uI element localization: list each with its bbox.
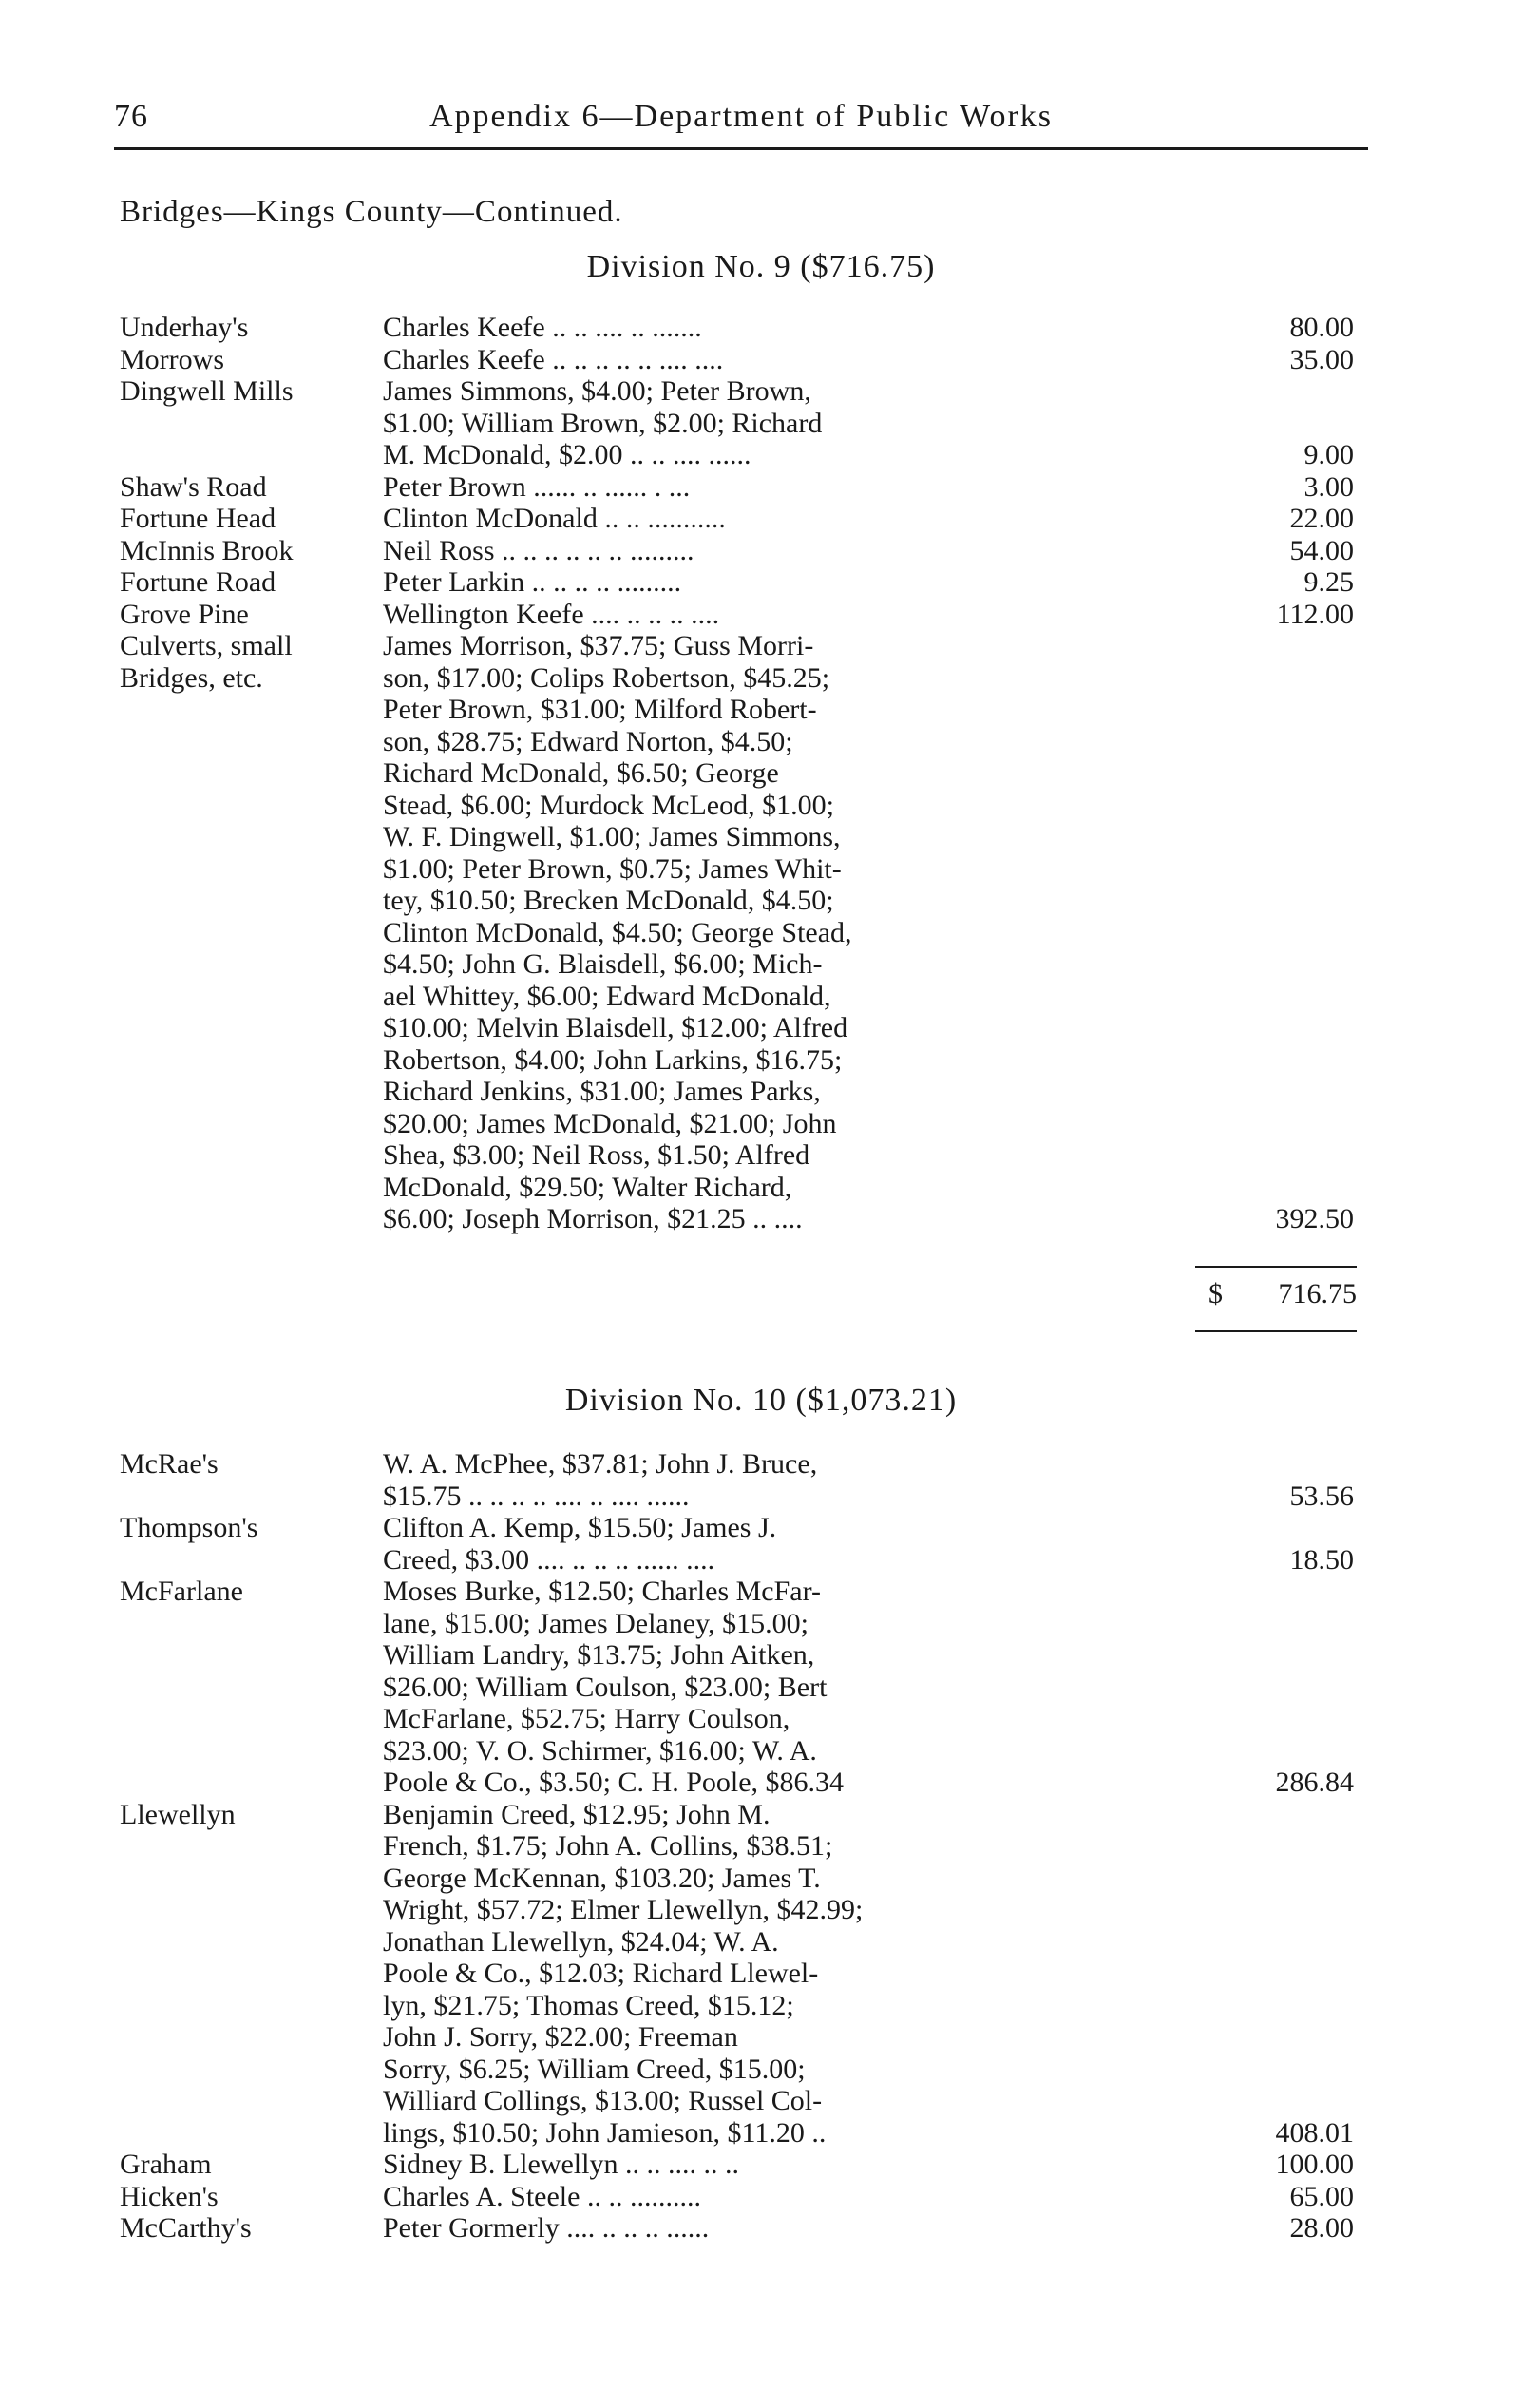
table-row xyxy=(0,344,1522,376)
payee-line: Sidney B. Llewellyn .. .. .... .. .. xyxy=(383,2149,739,2180)
table-row xyxy=(0,2149,1522,2181)
payee-line: Peter Brown, $31.00; Milford Robert- xyxy=(383,694,817,725)
amount: 112.00 xyxy=(1276,598,1354,630)
amount: 65.00 xyxy=(1289,2180,1354,2212)
division-9-total-symbol: $ xyxy=(1208,1278,1223,1309)
table-row xyxy=(0,630,1522,1235)
payee-line: lings, $10.50; John Jamieson, $11.20 .. xyxy=(383,2116,827,2149)
payee-line: Stead, $6.00; Murdock McLeod, $1.00; xyxy=(383,789,834,821)
payee-line: $1.00; Peter Brown, $0.75; James Whit- xyxy=(383,852,842,885)
bridge-location: McInnis Brook xyxy=(120,534,294,566)
table-row xyxy=(0,2212,1522,2245)
payee-line: $1.00; William Brown, $2.00; Richard xyxy=(383,407,823,439)
table-row xyxy=(0,503,1522,535)
payee-list xyxy=(383,344,1015,376)
payee-line: James Morrison, $37.75; Guss Morri- xyxy=(383,630,814,661)
payee-line: Jonathan Llewellyn, $24.04; W. A. xyxy=(383,1925,779,1958)
payee-line: Charles A. Steele .. .. .......... xyxy=(383,2180,701,2212)
payee-list xyxy=(383,2181,1015,2213)
payee-line: Robertson, $4.00; John Larkins, $16.75; xyxy=(383,1043,843,1076)
amount: 3.00 xyxy=(1303,470,1354,503)
payee-list xyxy=(383,471,1015,504)
continued-heading: Bridges—Kings County—Continued. xyxy=(120,195,623,229)
payee-line: $20.00; James McDonald, $21.00; John xyxy=(383,1107,837,1139)
bridge-location: Fortune Head xyxy=(120,503,276,534)
amount: 9.00 xyxy=(1303,439,1354,470)
payee-line: Sorry, $6.25; William Creed, $15.00; xyxy=(383,2053,806,2085)
payee-line: Peter Gormerly .... .. .. .. ...... xyxy=(383,2212,710,2244)
bridge-location: Shaw's Road xyxy=(120,470,267,503)
payee-list xyxy=(383,630,1015,1235)
payee-line: Clifton A. Kemp, $15.50; James J. xyxy=(383,1512,777,1543)
bridge-location: Llewellyn xyxy=(120,1798,236,1830)
table-row xyxy=(0,1576,1522,1799)
payee-line: Poole & Co., $3.50; C. H. Poole, $86.34 xyxy=(383,1767,845,1798)
amount: 22.00 xyxy=(1289,503,1354,534)
payee-list xyxy=(383,312,1015,344)
payee-line: Wellington Keefe .... .. .. .. .... xyxy=(383,598,720,630)
table-row xyxy=(0,535,1522,567)
payee-list xyxy=(383,1576,1015,1799)
table-row xyxy=(0,375,1522,471)
division-9-heading: Division No. 9 ($716.75) xyxy=(586,249,936,284)
table-row xyxy=(0,2181,1522,2213)
payee-line: Neil Ross .. .. .. .. .. .. ......... xyxy=(383,534,694,566)
payee-list xyxy=(383,375,1015,471)
payee-line: Charles Keefe .. .. .. .. .. .... .... xyxy=(383,343,724,375)
payee-line: McFarlane, $52.75; Harry Coulson, xyxy=(383,1703,790,1734)
table-row xyxy=(0,1799,1522,2150)
payee-line: son, $28.75; Edward Norton, $4.50; xyxy=(383,725,793,757)
table-row xyxy=(0,1448,1522,1512)
payee-list xyxy=(383,566,1015,599)
payee-line: Shea, $3.00; Neil Ross, $1.50; Alfred xyxy=(383,1139,810,1171)
payee-line: Peter Brown ...... .. ...... . ... xyxy=(383,470,691,503)
payee-list xyxy=(383,599,1015,631)
payee-line: William Landry, $13.75; John Aitken, xyxy=(383,1639,815,1671)
payee-line: Clinton McDonald .. .. ........... xyxy=(383,503,726,534)
page-number: 76 xyxy=(114,99,148,134)
payee-line: Charles Keefe .. .. .... .. ....... xyxy=(383,312,702,343)
bridge-location: Graham xyxy=(120,2149,212,2180)
bridge-location: McRae's xyxy=(120,1448,219,1480)
payee-list xyxy=(383,1512,1015,1576)
payee-line: Poole & Co., $12.03; Richard Llewel- xyxy=(383,1958,819,1989)
payee-line: George McKennan, $103.20; James T. xyxy=(383,1862,821,1894)
page-header xyxy=(114,99,1368,146)
bridge-location: Underhay's xyxy=(120,312,249,343)
payee-line: tey, $10.50; Brecken McDonald, $4.50; xyxy=(383,885,834,916)
table-row xyxy=(0,471,1522,504)
amount: 18.50 xyxy=(1289,1543,1354,1576)
payee-line: Richard McDonald, $6.50; George xyxy=(383,757,779,789)
amount: 54.00 xyxy=(1289,534,1354,566)
bridge-location: McFarlane xyxy=(120,1576,243,1607)
payee-line: W. F. Dingwell, $1.00; James Simmons, xyxy=(383,821,841,852)
division-9-sum-rule xyxy=(1195,1266,1357,1268)
payee-line: W. A. McPhee, $37.81; John J. Bruce, xyxy=(383,1448,818,1480)
page-title: Appendix 6—Department of Public Works xyxy=(428,99,1054,134)
amount: 35.00 xyxy=(1289,343,1354,375)
amount: 53.56 xyxy=(1289,1480,1354,1512)
payee-line: $4.50; John G. Blaisdell, $6.00; Mich- xyxy=(383,948,823,980)
payee-line: $26.00; William Coulson, $23.00; Bert xyxy=(383,1671,828,1703)
amount: 28.00 xyxy=(1289,2212,1354,2244)
payee-list xyxy=(383,1799,1015,2150)
bridge-location: McCarthy's xyxy=(120,2212,252,2244)
bridge-location: Dingwell Mills xyxy=(120,375,294,407)
bridge-location: Thompson's xyxy=(120,1512,258,1543)
amount: 80.00 xyxy=(1289,312,1354,343)
payee-line: Benjamin Creed, $12.95; John M. xyxy=(383,1798,771,1830)
payee-line: $6.00; Joseph Morrison, $21.25 .. .... xyxy=(383,1203,803,1234)
header-rule xyxy=(114,147,1368,150)
payee-list xyxy=(383,535,1015,567)
payee-line: $23.00; V. O. Schirmer, $16.00; W. A. xyxy=(383,1734,817,1767)
bridge-location: Morrows xyxy=(120,343,224,375)
payee-line: $10.00; Melvin Blaisdell, $12.00; Alfred xyxy=(383,1012,848,1043)
payee-line: lane, $15.00; James Delaney, $15.00; xyxy=(383,1607,809,1639)
payee-line: Peter Larkin .. .. .. .. ......... xyxy=(383,566,682,598)
payee-list xyxy=(383,2212,1015,2245)
payee-line: M. McDonald, $2.00 .. .. .... ...... xyxy=(383,439,751,470)
table-row xyxy=(0,312,1522,344)
payee-line: Clinton McDonald, $4.50; George Stead, xyxy=(383,916,852,948)
payee-line: James Simmons, $4.00; Peter Brown, xyxy=(383,375,811,407)
table-row xyxy=(0,1512,1522,1576)
payee-line: Creed, $3.00 .... .. .. .. ...... .... xyxy=(383,1543,715,1576)
table-row xyxy=(0,566,1522,599)
amount: 9.25 xyxy=(1303,566,1354,598)
payee-line: lyn, $21.75; Thomas Creed, $15.12; xyxy=(383,1989,794,2021)
payee-line: John J. Sorry, $22.00; Freeman xyxy=(383,2021,738,2053)
bridge-location: Hicken's xyxy=(120,2180,219,2212)
amount: 392.50 xyxy=(1275,1203,1354,1234)
payee-line: McDonald, $29.50; Walter Richard, xyxy=(383,1171,792,1203)
amount: 100.00 xyxy=(1275,2149,1354,2180)
payee-line: Richard Jenkins, $31.00; James Parks, xyxy=(383,1076,821,1107)
bridge-location: Fortune Road xyxy=(120,566,276,598)
payee-line: ael Whittey, $6.00; Edward McDonald, xyxy=(383,980,831,1012)
bridge-location: Culverts, small Bridges, etc. xyxy=(120,630,293,694)
payee-line: French, $1.75; John A. Collins, $38.51; xyxy=(383,1830,833,1862)
division-10-heading: Division No. 10 ($1,073.21) xyxy=(564,1383,958,1418)
payee-list xyxy=(383,2149,1015,2181)
division-9-total: 716.75 xyxy=(1278,1278,1357,1309)
table-row xyxy=(0,599,1522,631)
amount: 408.01 xyxy=(1275,2116,1354,2149)
payee-line: son, $17.00; Colips Robertson, $45.25; xyxy=(383,661,830,694)
payee-line: $15.75 .. .. .. .. .... .. .... ...... xyxy=(383,1480,690,1512)
payee-list xyxy=(383,503,1015,535)
payee-line: Moses Burke, $12.50; Charles McFar- xyxy=(383,1576,822,1607)
payee-list xyxy=(383,1448,1015,1512)
payee-line: Williard Collings, $13.00; Russel Col- xyxy=(383,2085,823,2116)
payee-line: Wright, $57.72; Elmer Llewellyn, $42.99; xyxy=(383,1894,864,1925)
bridge-location: Grove Pine xyxy=(120,598,249,630)
division-9-total-rule xyxy=(1195,1330,1357,1332)
amount: 286.84 xyxy=(1275,1767,1354,1798)
